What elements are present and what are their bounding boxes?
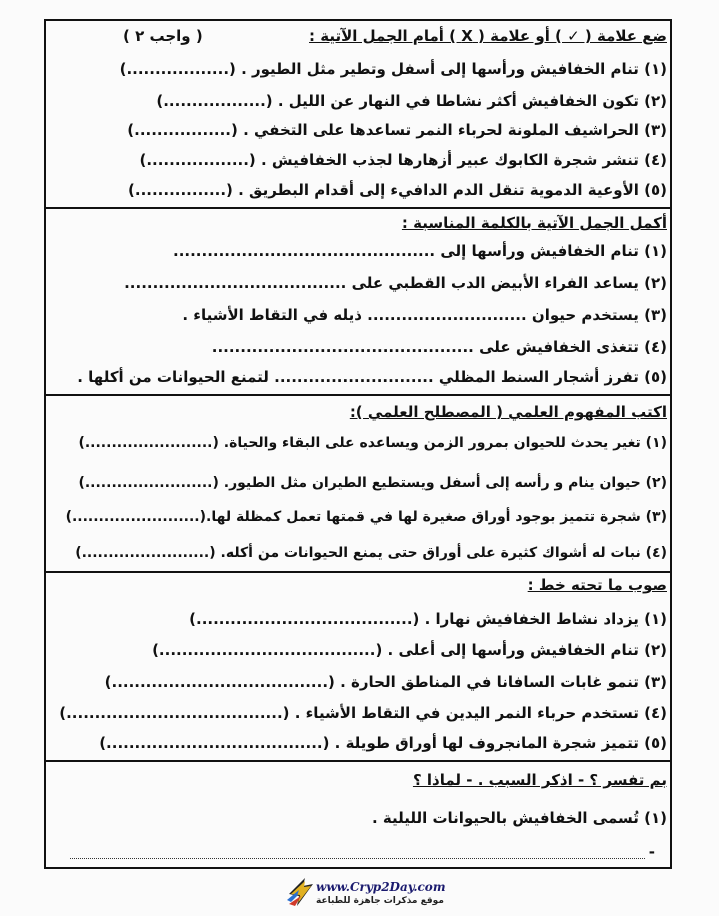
- section5-title: بم تفسر ؟ - اذكر السبب . - لماذا ؟: [412, 771, 667, 789]
- section3-title: اكتب المفهوم العلمي ( المصطلح العلمي ):: [349, 403, 667, 421]
- section1-item-1: (١) تنام الخفافيش ورأسها إلى أسفل وتطير مثل الطيور . (..................): [119, 60, 667, 78]
- section1-item-2: (٢) تكون الخفافيش أكثر نشاطا في النهار عن الليل . (..................): [156, 92, 667, 110]
- section3-item-3: (٣) شجرة تتميز بوجود أوراق صغيرة لها في قمتها تعمل كمظلة لها.(........................): [65, 509, 667, 525]
- section2-item-4: (٤) تتغذى الخفافيش على ..............................................: [211, 338, 667, 356]
- section3-item-2: (٢) حيوان ينام و رأسه إلى أسفل ويستطيع الطيران مثل الطيور. (........................): [78, 475, 667, 491]
- section5-answer-dash: -: [648, 843, 655, 861]
- section-divider: [44, 571, 672, 573]
- section5-item-1: (١) تُسمى الخفافيش بالحيوانات الليلية .: [371, 809, 667, 827]
- site-logo-icon: [285, 872, 315, 910]
- section-divider: [44, 207, 672, 209]
- section1-title: ضع علامة ( ✓ ) أو علامة ( X ) أمام الجمل الآتية :: [309, 27, 667, 45]
- section3-item-4: (٤) نبات له أشواك كثيرة على أوراق حتى يمنع الحيوانات من أكله. (........................): [75, 545, 667, 561]
- site-url[interactable]: www.Cryp2Day.com: [316, 880, 446, 894]
- answer-line: [70, 858, 645, 859]
- section-divider: [44, 394, 672, 396]
- section4-item-1: (١) يزداد نشاط الخفافيش نهارا . (......................................): [189, 610, 667, 628]
- section1-item-4: (٤) تنشر شجرة الكابوك عبير أزهارها لجذب الخفافيش . (..................): [139, 151, 667, 169]
- section2-item-1: (١) تنام الخفافيش ورأسها إلى ..............................................: [173, 242, 667, 260]
- section-divider: [44, 760, 672, 762]
- section1-item-5: (٥) الأوعية الدموية تنقل الدم الدافيء إلى أقدام البطريق . (................): [128, 181, 667, 199]
- section4-title: صوب ما تحته خط :: [527, 576, 667, 594]
- section2-title: أكمل الجمل الآتية بالكلمة المناسبة :: [401, 214, 667, 232]
- section4-item-3: (٣) تنمو غابات السافانا في المناطق الحارة . (......................................): [104, 673, 667, 691]
- section2-item-2: (٢) يساعد الفراء الأبيض الدب القطبي على .......................................: [124, 274, 667, 292]
- section4-item-4: (٤) تستخدم حرباء النمر اليدين في التقاط الأشياء . (......................................): [59, 704, 667, 722]
- section4-item-2: (٢) تنام الخفافيش ورأسها إلى أعلى . (......................................): [152, 641, 667, 659]
- section2-item-3: (٣) يستخدم حيوان ............................ ذيله في التقاط الأشياء .: [182, 306, 667, 324]
- site-subtitle: موقع مذكرات جاهزة للطباعة: [316, 896, 444, 906]
- section4-item-5: (٥) تتميز شجرة المانجروف لها أوراق طويلة . (......................................): [99, 734, 667, 752]
- section1-item-3: (٣) الحراشيف الملونة لحرباء النمر تساعدها على التخفي . (.................): [127, 121, 667, 139]
- section3-item-1: (١) تغير يحدث للحيوان بمرور الزمن ويساعده على البقاء والحياة. (........................): [78, 435, 667, 451]
- section2-item-5: (٥) تفرز أشجار السنط المظلي ............................ لتمنع الحيوانات من أكلها .: [77, 368, 667, 386]
- homework-label: ( واجب ٢ ): [123, 27, 203, 45]
